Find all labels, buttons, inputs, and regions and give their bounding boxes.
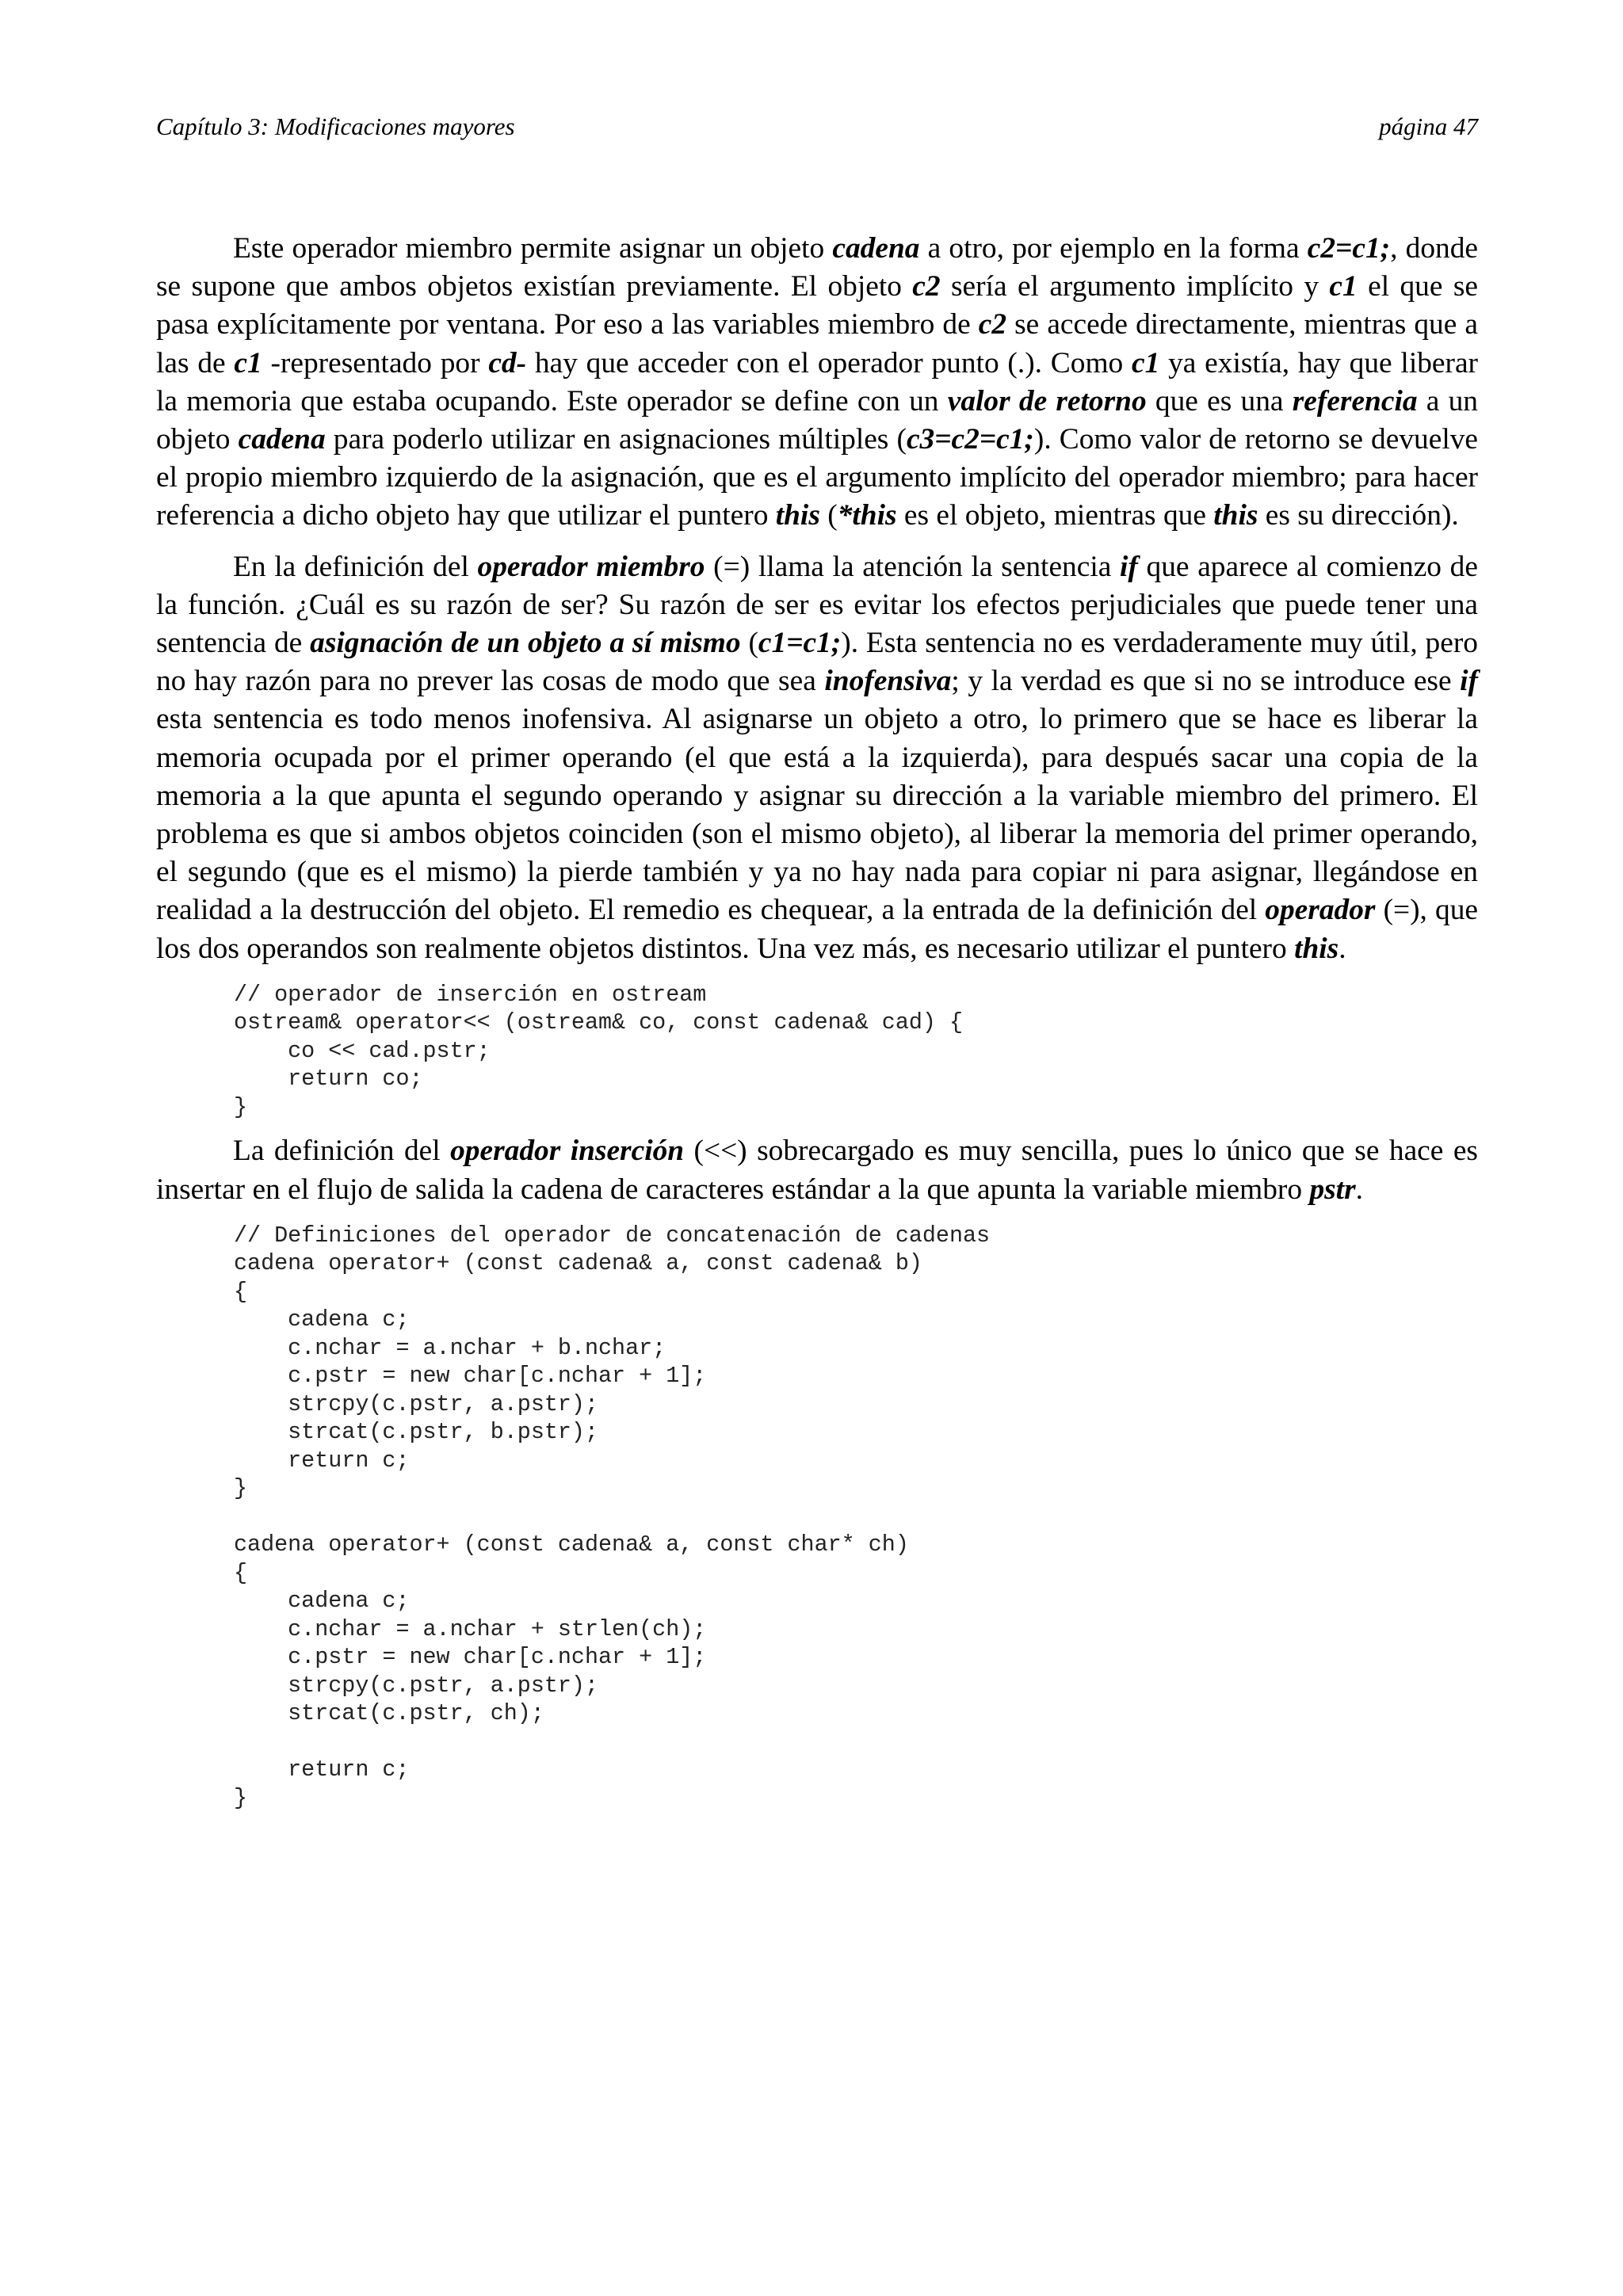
text: ( <box>740 627 758 660</box>
emphasis: cadena <box>238 423 326 456</box>
page-header <box>156 111 1478 143</box>
text: ; y la verdad es que si no se introduce ese <box>951 665 1461 698</box>
emphasis: c3=c2=c1; <box>906 423 1034 456</box>
emphasis: c2=c1; <box>1307 232 1391 265</box>
emphasis: pstr <box>1309 1173 1356 1206</box>
emphasis: operador <box>1265 894 1376 927</box>
emphasis: this <box>1213 499 1258 532</box>
text: que es una <box>1146 384 1293 418</box>
emphasis: referencia <box>1292 384 1418 418</box>
text: En la definición del <box>233 550 478 583</box>
text: , donde se supone que ambos objetos existían previamente. El objeto <box>156 232 1478 303</box>
text: . <box>1355 1173 1363 1206</box>
text: el que se pasa explícitamente por ventana. Por eso a las variables miembro de <box>156 270 1478 341</box>
text: . <box>1338 932 1346 965</box>
code-block-concatenation-operator: // Definiciones del operador de concatenación de cadenas cadena operator+ (const cadena& a, const cadena& b) { cadena c; c.nchar = a.nchar + b.nchar; c.pstr = new char[c.nchar + 1]; strcpy(c.pstr, a.pstr); strcat(c.pstr, b.pstr); return c; } cadena operator+ (const cadena& a, const char* ch) { cadena c; c.nchar = a.nchar + strlen(ch); c.pstr = new char[c.nchar + 1]; strcpy(c.pstr, a.pstr); strcat(c.pstr, ch); return c; } <box>234 1222 991 1811</box>
text: a un objeto <box>156 384 1478 456</box>
emphasis: this <box>1294 932 1339 965</box>
code-block-insertion-operator: // operador de inserción en ostream ostream& operator<< (ostream& co, const cadena& cad) { co << cad.pstr; return co; } <box>234 981 964 1120</box>
text: (=), que los dos operandos son realmente objetos distintos. Una vez más, es necesario utilizar el puntero <box>156 894 1478 965</box>
text: (<<) sobrecargado es muy sencilla, pues lo único que se hace es insertar en el flujo de salida la cadena de caracteres estándar a la que apunta la variable miembro <box>156 1135 1478 1206</box>
text: Este operador miembro permite asignar un objeto <box>233 232 833 265</box>
text: se accede directamente, mientras que a las de <box>156 308 1478 379</box>
text: es su dirección). <box>1258 499 1459 532</box>
text: es el objeto, mientras que <box>896 499 1214 532</box>
page-number: página 47 <box>1379 113 1478 140</box>
text: a otro, por ejemplo en la forma <box>919 232 1308 265</box>
text: hay que acceder con el operador punto (.). Como <box>526 346 1132 379</box>
text: ( <box>819 499 838 532</box>
text: sería el argumento implícito y <box>940 270 1330 303</box>
emphasis: cd- <box>488 346 527 379</box>
page-body <box>156 230 1478 1823</box>
chapter-title: Capítulo 3: Modificaciones mayores <box>156 113 515 140</box>
emphasis: inofensiva <box>824 665 952 698</box>
emphasis: asignación de un objeto a sí mismo <box>310 627 741 660</box>
emphasis: c1 <box>234 346 262 379</box>
emphasis: if <box>1460 665 1478 698</box>
emphasis: cadena <box>832 232 920 265</box>
emphasis: c2 <box>978 308 1007 341</box>
emphasis: valor de retorno <box>947 384 1147 418</box>
emphasis: operador inserción <box>450 1135 685 1168</box>
emphasis: this <box>775 499 820 532</box>
text: ya existía, hay que liberar la memoria que estaba ocupando. Este operador se define con un <box>156 346 1478 418</box>
text: (=) llama la atención la sentencia <box>705 550 1120 583</box>
text: -representado por <box>262 346 489 379</box>
text: La definición del <box>233 1135 451 1168</box>
emphasis: *this <box>837 499 897 532</box>
emphasis: if <box>1120 550 1138 583</box>
paragraph-insertion-operator <box>156 1132 1478 1208</box>
paragraph-self-assignment <box>156 548 1478 968</box>
text: para poderlo utilizar en asignaciones múltiples ( <box>325 423 907 456</box>
emphasis: c1=c1; <box>758 627 842 660</box>
emphasis: operador miembro <box>477 550 705 583</box>
text: esta sentencia es todo menos inofensiva. Al asignarse un objeto a otro, lo primero que se hace es liberar la memoria ocupada por el primer operando (el que está a la izquierda), para después sacar una copia de la memoria a la que apunta el segundo operando y asignar su dirección a la variable miembro del primero. El problema es que si ambos objetos coinciden (son el mismo objeto), al liberar la memoria del primer operando, el segundo (que es el mismo) la pierde también y ya no hay nada para copiar ni para asignar, llegándose en realidad a la destrucción del objeto. El remedio es chequear, a la entrada de la definición del <box>156 703 1478 927</box>
emphasis: c2 <box>912 270 941 303</box>
emphasis: c1 <box>1329 270 1358 303</box>
text: ). Esta sentencia no es verdaderamente muy útil, pero no hay razón para no prever las cosas de modo que sea <box>156 627 1478 698</box>
paragraph-assignment-operator <box>156 230 1478 536</box>
emphasis: c1 <box>1132 346 1160 379</box>
text: ). Como valor de retorno se devuelve el propio miembro izquierdo de la asignación, que es el argumento implícito del operador miembro; para hacer referencia a dicho objeto hay que utilizar el puntero <box>156 423 1479 532</box>
text: que aparece al comienzo de la función. ¿Cuál es su razón de ser? Su razón de ser es evitar los efectos perjudiciales que puede tener una sentencia de <box>156 550 1478 660</box>
